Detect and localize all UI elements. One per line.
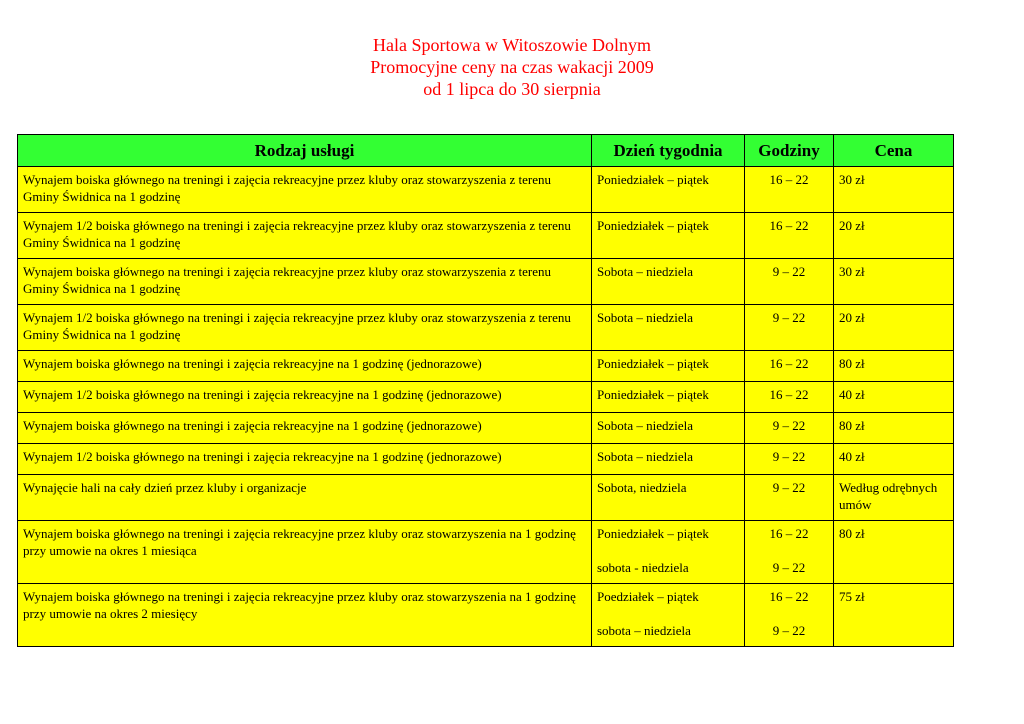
cell-service: Wynajęcie hali na cały dzień przez kluby i organizacje xyxy=(18,475,592,521)
table-row xyxy=(18,413,954,444)
cell-service: Wynajem 1/2 boiska głównego na treningi i zajęcia rekreacyjne na 1 godzinę (jednorazowe) xyxy=(18,382,592,413)
cell-price: Według odrębnych umów xyxy=(834,475,954,521)
table-row xyxy=(18,351,954,382)
cell-price: 20 zł xyxy=(834,213,954,259)
cell-day: Poniedziałek – piątek xyxy=(592,351,745,382)
table-row xyxy=(18,305,954,351)
cell-price: 40 zł xyxy=(834,382,954,413)
header-day: Dzień tygodnia xyxy=(592,135,745,167)
cell-day: Sobota – niedziela xyxy=(592,413,745,444)
header-hours: Godziny xyxy=(745,135,834,167)
document-heading xyxy=(0,34,1024,100)
cell-hours: 16 – 22 xyxy=(745,382,834,413)
cell-price: 30 zł xyxy=(834,167,954,213)
cell-hours: 9 – 22 xyxy=(745,259,834,305)
cell-service: Wynajem 1/2 boiska głównego na treningi i zajęcia rekreacyjne przez kluby oraz stowarzyszenia z terenu Gminy Świdnica na 1 godzinę xyxy=(18,305,592,351)
cell-day-line: Poedziałek – piątek xyxy=(597,589,699,604)
table-row xyxy=(18,167,954,213)
table-row xyxy=(18,521,954,584)
cell-price: 75 zł xyxy=(834,584,954,647)
cell-hours: 9 – 22 xyxy=(745,475,834,521)
cell-service: Wynajem boiska głównego na treningi i zajęcia rekreacyjne przez kluby oraz stowarzyszenia z terenu Gminy Świdnica na 1 godzinę xyxy=(18,167,592,213)
table-header-row xyxy=(18,135,954,167)
cell-price: 40 zł xyxy=(834,444,954,475)
table-row xyxy=(18,475,954,521)
cell-service: Wynajem 1/2 boiska głównego na treningi i zajęcia rekreacyjne na 1 godzinę (jednorazowe) xyxy=(18,444,592,475)
header-price: Cena xyxy=(834,135,954,167)
cell-price: 30 zł xyxy=(834,259,954,305)
cell-day xyxy=(592,584,745,647)
cell-service: Wynajem boiska głównego na treningi i zajęcia rekreacyjne przez kluby oraz stowarzyszenia na 1 godzinę przy umowie na okres 2 miesięcy xyxy=(18,584,592,647)
cell-day: Poniedziałek – piątek xyxy=(592,167,745,213)
cell-hours: 16 – 22 xyxy=(745,351,834,382)
price-table xyxy=(17,134,954,647)
cell-price: 80 zł xyxy=(834,351,954,382)
cell-service: Wynajem 1/2 boiska głównego na treningi i zajęcia rekreacyjne przez kluby oraz stowarzyszenia z terenu Gminy Świdnica na 1 godzinę xyxy=(18,213,592,259)
cell-hours xyxy=(745,584,834,647)
cell-day: Sobota – niedziela xyxy=(592,259,745,305)
cell-day: Poniedziałek – piątek xyxy=(592,213,745,259)
header-service: Rodzaj usługi xyxy=(18,135,592,167)
table-row xyxy=(18,382,954,413)
cell-service: Wynajem boiska głównego na treningi i zajęcia rekreacyjne przez kluby oraz stowarzyszenia na 1 godzinę przy umowie na okres 1 miesiąca xyxy=(18,521,592,584)
cell-hours xyxy=(745,521,834,584)
cell-day-line: Poniedziałek – piątek xyxy=(597,526,709,541)
cell-price: 80 zł xyxy=(834,413,954,444)
cell-day: Sobota, niedziela xyxy=(592,475,745,521)
cell-hours: 9 – 22 xyxy=(745,444,834,475)
cell-day xyxy=(592,521,745,584)
cell-hours: 9 – 22 xyxy=(745,413,834,444)
table-row xyxy=(18,213,954,259)
cell-day: Sobota – niedziela xyxy=(592,444,745,475)
cell-day: Sobota – niedziela xyxy=(592,305,745,351)
cell-hours-line: 16 – 22 xyxy=(769,589,809,604)
cell-price: 20 zł xyxy=(834,305,954,351)
cell-hours: 16 – 22 xyxy=(745,213,834,259)
cell-day-line: sobota – niedziela xyxy=(597,623,691,638)
heading-line-1: Hala Sportowa w Witoszowie Dolnym xyxy=(373,35,651,55)
cell-day: Poniedziałek – piątek xyxy=(592,382,745,413)
cell-hours-line: 9 – 22 xyxy=(772,560,806,575)
heading-line-3: od 1 lipca do 30 sierpnia xyxy=(423,79,601,99)
heading-line-2: Promocyjne ceny na czas wakacji 2009 xyxy=(370,57,654,77)
cell-service: Wynajem boiska głównego na treningi i zajęcia rekreacyjne przez kluby oraz stowarzyszenia z terenu Gminy Świdnica na 1 godzinę xyxy=(18,259,592,305)
cell-hours: 9 – 22 xyxy=(745,305,834,351)
cell-hours-line: 9 – 22 xyxy=(772,623,806,638)
cell-day-line: sobota - niedziela xyxy=(597,560,689,575)
table-row xyxy=(18,259,954,305)
cell-service: Wynajem boiska głównego na treningi i zajęcia rekreacyjne na 1 godzinę (jednorazowe) xyxy=(18,351,592,382)
cell-service: Wynajem boiska głównego na treningi i zajęcia rekreacyjne na 1 godzinę (jednorazowe) xyxy=(18,413,592,444)
table-row xyxy=(18,444,954,475)
cell-hours: 16 – 22 xyxy=(745,167,834,213)
cell-hours-line: 16 – 22 xyxy=(769,526,809,541)
table-row xyxy=(18,584,954,647)
cell-price: 80 zł xyxy=(834,521,954,584)
